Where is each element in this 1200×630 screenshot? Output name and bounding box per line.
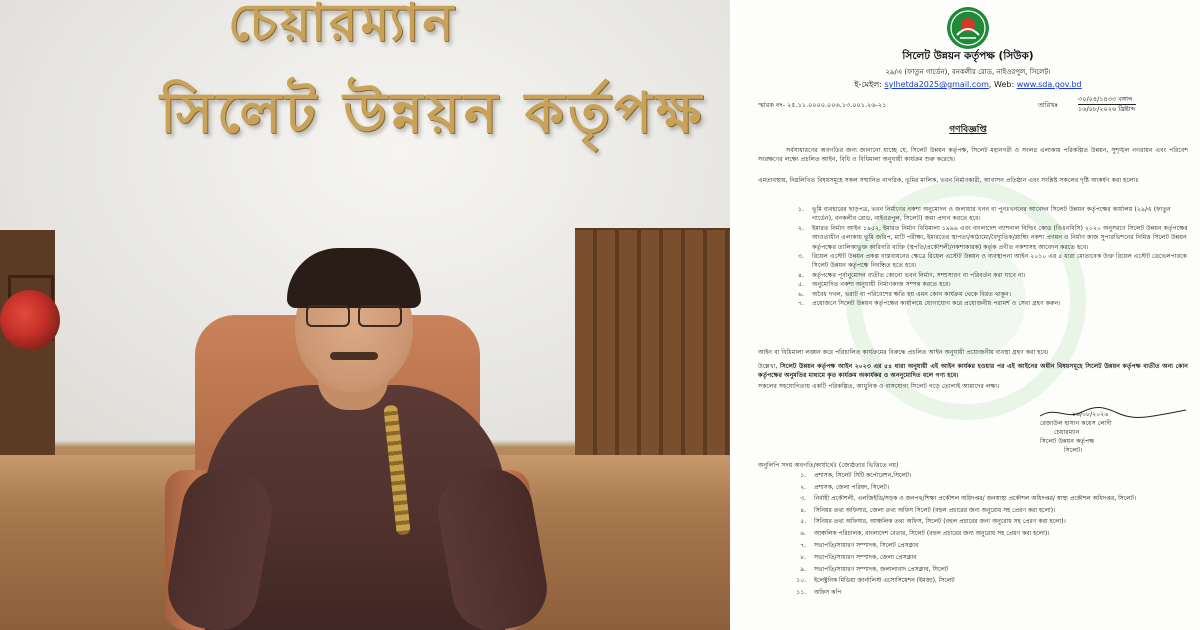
date-gregorian: ১৬/০৮/২০২৬ খ্রিষ্টাব্দ — [1078, 105, 1136, 113]
signatory-org: সিলেট উন্নয়ন কর্তৃপক্ষ — [1040, 438, 1095, 445]
email-link[interactable]: sylhetda2025@gmail.com — [884, 80, 989, 89]
intro-paragraph: সর্বসাধারণের অবগতির জন্য জানানো যাচ্ছে যে, সিলেট উন্নয়ন কর্তৃপক্ষ, সিলেট মহানগরী ও সংলগ্ন এলাকায় পরিকল্পিত উন্নয়ন, সুশৃঙ্খল নগরায়ন এবং পরিবেশ সংরক্ষণের লক্ষ্যে প্রচলিত আইন, বিধি ও বিধিমালা অনুযায়ী কার্যক্রম শুরু করেছে। — [758, 147, 1188, 164]
web-label: Web: — [994, 80, 1015, 89]
list-item: ১. প্রশাসক, সিলেট সিটি কর্পোরেশন,সিলেট। — [800, 472, 912, 479]
list-item: ১. ভূমি ব্যবহারের ছাড়পত্র, ভবন নির্মাণের নকশা অনুমোদন ও জলাধার খনন বা পুনঃখননের আবেদন সিলেট উন্নয়ন কর্তৃপক্ষের কার্যালয় (২৯/এ (ফাতুন গার্ডেন), বনকলীর রোড, নাইওরপুল, সিলেট) জমা প্রদান করতে হবে। — [798, 206, 1171, 223]
contact-line: ই-মেইল: sylhetda2025@gmail.com, Web: www.sda.gov.bd — [854, 80, 1082, 89]
wall-signage-chairman: চেয়ারম্যান — [228, 0, 457, 53]
signature-date: ১৬/০৮/২০২৬ — [1072, 411, 1109, 418]
list-item: ৩. নির্বাহী প্রকৌশলী, এলজিইডি/সড়ক ও জনপথ/শিক্ষা প্রকৌশল অধিদপ্তর/ জনস্বাস্থ্য প্রকৌশল অধিদপ্তর/ স্বাস্থ্য প্রকৌশল অধিদপ্তর, সিলেট। — [800, 494, 1137, 502]
closing-paragraph: সকলের সহযোগিতায় একটি পরিকল্পিত, আধুনিক ও বাসযোগ্য সিলেট গড়ে তোলাই আমাদের লক্ষ্য। — [758, 383, 1000, 390]
list-item: ২. ইমারত নির্মাণ আইন ১৯৫২, ইমারত নির্মাণ বিধিমালা ১৯৯৬ এবং বাংলাদেশ ন্যাশনাল বিল্ডিং কোড (বিএনবিসি) ২০২০ অনুসরণে সিলেট উন্নয়ন কর্তৃপক্ষের আওতাধীন এলাকায় ভূমি জরিপ, মাটি পরীক্ষা, ইমারতের স্থাপত্য/কাঠামো/বৈদ্যুতিক/প্লাম্বিং নকশা প্রণয়ন ও নির্মাণ কাজ সুপারভিশনের নিমিত্ত সিলেট উন্নয়ন কর্তৃপক্ষের তালিকাভুক্ত কারিগরি ব্যক্তি (স্থপতি/প্রকৌশলী/নকশাকারক) কর্তৃক প্রণীত নকশাসহ আবেদন করতে হবে। — [798, 224, 1188, 251]
list-item: ৯. সভাপতি/সাধারণ সম্পাদক, জলালাবাদ প্রেসক্লাব, সিলেট — [800, 565, 949, 573]
org-address: ২৯/এ (ফাতুন গার্ডেন), বনকলীর রোড, নাইওরপুল, সিলেট। — [885, 68, 1051, 76]
list-item: ২. প্রশাসক, জেলা পরিষদ, সিলেট। — [800, 483, 890, 491]
person-mustache — [330, 352, 378, 360]
wall-signage-authority: সিলেট উন্নয়ন কর্তৃপক্ষ — [160, 80, 706, 146]
org-name: সিলেট উন্নয়ন কর্তৃপক্ষ (সিউক) — [902, 50, 1034, 62]
signatory-name: রেজাউল হাসান কয়েস লোদী — [1040, 420, 1112, 427]
signatory-title: চেয়ারম্যান — [1054, 429, 1080, 436]
legal-note-prefix: উল্লেখ্য, — [758, 363, 778, 370]
legal-note-paragraph — [758, 362, 1188, 381]
memo-number: স্মারক নং- ২৫.১১.০০০০.০০৬.১৩.০০১.২৬-২১ — [758, 101, 887, 109]
email-label: ই-মেইল: — [854, 80, 882, 89]
flower-bouquet — [0, 290, 60, 350]
list-item: ৫. সিনিয়র তথ্য অফিসার, আঞ্চলিক তথ্য অফিস, সিলেট (বহুল প্রচারের জন্য অনুরোধ সহ প্রেরণ করা হলো)। — [800, 518, 1066, 526]
attention-paragraph: এমতাবস্থায়, নিম্নলিখিত বিষয়সমূহে সকল সম্মানিত নাগরিক, ভূমির মালিক, ভবন নির্মাণকারী, আবাসন প্রতিষ্ঠান এবং সংশ্লিষ্ট সকলের দৃষ্টি আকর্ষণ করা হলোঃ — [758, 177, 1139, 184]
eyeglasses — [306, 305, 402, 325]
bookshelf — [575, 230, 730, 460]
enforcement-paragraph: আইন বা বিধিমালা লঙ্ঘন করে পরিচালিত কার্যক্রমের বিরুদ্ধে প্রচলিত আইন অনুযায়ী প্রয়োজনীয় ব্যবস্থা গ্রহণ করা হবে। — [758, 349, 1049, 356]
list-item: ৭. প্রয়োজনে সিলেট উন্নয়ন কর্তৃপক্ষের কার্যালয়ে যোগাযোগ করে প্রয়োজনীয় পরামর্শ ও সেবা গ্রহণ করুন। — [798, 300, 1061, 308]
notice-title: গণবিজ্ঞপ্তি — [949, 125, 987, 135]
signatory-city: সিলেট। — [1064, 447, 1083, 454]
instruction-list — [758, 205, 1188, 308]
list-item: ৬. অবৈধ দখল, ভরাট বা পরিবেশের ক্ষতি হয় এমন কোন কার্যক্রম থেকে বিরত থাকুন। — [798, 290, 1012, 298]
public-notice-document — [736, 0, 1200, 630]
list-item: ১০. ইলেক্ট্রনিক মিডিয়া জার্নালিস্ট এসোসিয়েশন (ইমজা), সিলেট — [796, 577, 955, 585]
date-label: তারিখঃ — [1038, 101, 1058, 109]
distribution-list — [758, 470, 1188, 599]
list-item: ৪. কর্তৃপক্ষের পূর্বানুমোদন ব্যতীত কোনো ভবন নির্মাণ, সম্প্রসারণ বা পরিবর্তন করা যাবে না। — [798, 271, 1026, 279]
sda-logo-icon — [945, 5, 991, 51]
date-bangla: ৩০/০৪/১৪৩৩ বঙ্গাব্দ — [1078, 95, 1133, 103]
list-item: ৪. সিনিয়র তথ্য অফিসার, জেলা তথ্য অফিস সিলেট (বহুল প্রচারের জন্য অনুরোধ সহ প্রেরণ করা হলো)। — [800, 506, 1056, 514]
date-divider — [1078, 104, 1136, 105]
list-item: ৭. সভাপতি/সাধারণ সম্পাদক, সিলেট প্রেসক্লাব — [800, 541, 919, 549]
distribution-heading: অনুলিপি সদয় অবগতি/কার্যার্থেঃ (জ্যেষ্ঠতার ভিত্তিতে নয়) — [758, 462, 899, 469]
list-item: ৬. আঞ্চলিক পরিচালক, বাংলাদেশ বেতার, সিলেট (বহুল প্রচারের জন্য অনুরোধ সহ প্রেরণ করা হলো)। — [800, 530, 1050, 538]
list-item: ৮. সভাপতি/সাধারণ সম্পাদক, জেলা প্রেসক্লাব — [800, 553, 917, 561]
web-link[interactable]: www.sda.gov.bd — [1016, 80, 1082, 89]
legal-note-bold: সিলেট উন্নয়ন কর্তৃপক্ষ আইন ২০২৩ এর ৫৪ ধারা অনুযায়ী এই আইন কার্যকর হওয়ার পর এই আইনের অধীন বিষয়সমূহে সিলেট উন্নয়ন কর্তৃপক্ষ ব্যতীত অন্য কোন কর্তৃপক্ষের অনুমতির মাধ্যমে কৃত কার্যক্রম অকার্যকর ও অননুমোদিত বলে গণ্য হবে। — [758, 363, 1189, 380]
list-item: ৫. অনুমোদিত নকশা অনুযায়ী নির্মাণকাজ সম্পন্ন করতে হবে। — [798, 281, 951, 289]
list-item: ৩. রিয়েল এস্টেট উন্নয়ন প্রকল্প বাস্তবায়নের ক্ষেত্রে রিয়েল এস্টেট উন্নয়ন ও ব্যবস্থাপনা আইন ২০১০ এর ৫ ধারা মোতাবেক উক্ত রিয়েল এস্টেট ডেভেলপারকে সিলেট উন্নয়ন কর্তৃপক্ষে নিবন্ধিত হতে হবে। — [798, 253, 1187, 270]
list-item: ১১. অফিস কপি — [796, 589, 842, 597]
